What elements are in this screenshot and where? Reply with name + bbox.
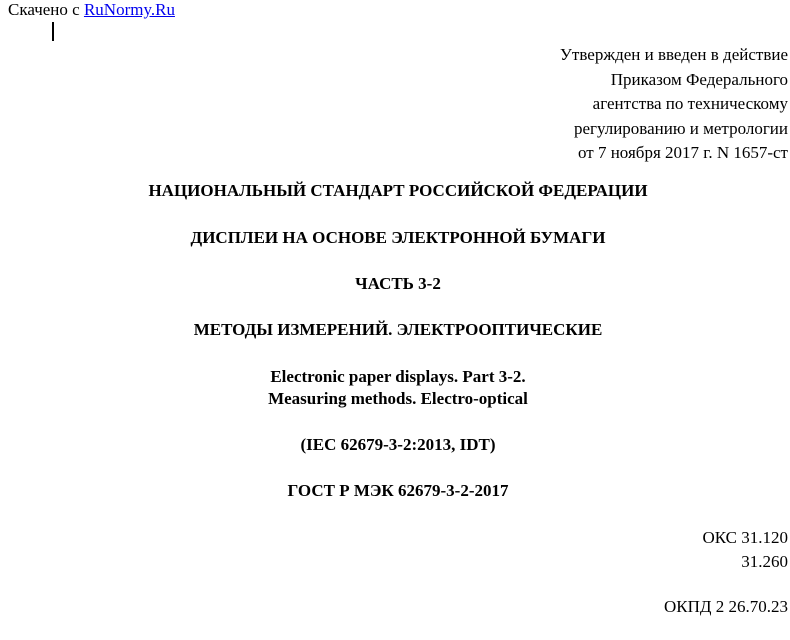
document-title: ДИСПЛЕИ НА ОСНОВЕ ЭЛЕКТРОННОЙ БУМАГИ bbox=[190, 228, 606, 247]
oks-code-2: 31.260 bbox=[741, 552, 788, 571]
oks-code-1: ОКС 31.120 bbox=[702, 528, 788, 547]
approval-line-5: от 7 ноября 2017 г. N 1657-ст bbox=[578, 143, 788, 162]
source-prefix: Скачено с bbox=[8, 0, 80, 19]
text-cursor bbox=[52, 22, 54, 41]
iec-reference: (IEC 62679-3-2:2013, IDT) bbox=[300, 435, 496, 454]
runormy-link[interactable]: RuNormy.Ru bbox=[83, 0, 175, 19]
approval-line-4: регулированию и метрологии bbox=[573, 118, 788, 138]
english-title-line-2: Measuring methods. Electro-optical bbox=[268, 389, 528, 408]
approval-line-2: Приказом Федерального bbox=[610, 69, 788, 89]
approval-line-1: Утвержден и введен в действие bbox=[559, 45, 788, 64]
gost-designation: ГОСТ Р МЭК 62679-3-2-2017 bbox=[287, 481, 509, 500]
okpd-code: ОКПД 2 26.70.23 bbox=[664, 597, 788, 616]
approval-line-3: агентства по техническому bbox=[592, 94, 788, 113]
part-number: ЧАСТЬ 3-2 bbox=[355, 274, 441, 293]
english-title-line-1: Electronic paper displays. Part 3-2. bbox=[270, 367, 526, 386]
source-line bbox=[8, 0, 175, 20]
standard-type-heading: НАЦИОНАЛЬНЫЙ СТАНДАРТ РОССИЙСКОЙ ФЕДЕРАЦИИ bbox=[148, 181, 648, 200]
approval-block bbox=[560, 43, 788, 166]
part-title: МЕТОДЫ ИЗМЕРЕНИЙ. ЭЛЕКТРООПТИЧЕСКИЕ bbox=[193, 320, 603, 339]
